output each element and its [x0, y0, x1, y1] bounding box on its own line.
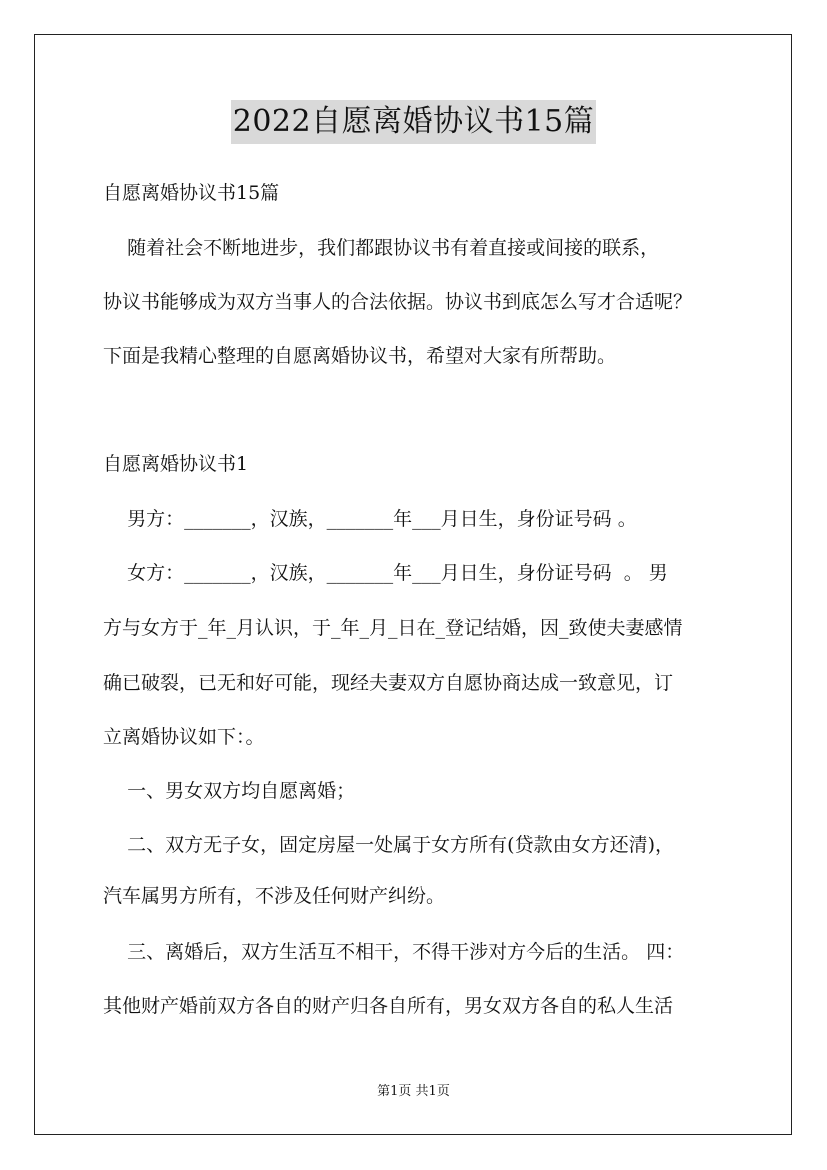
body-line: 随着社会不断地进步，我们都跟协议书有着直接或间接的联系，	[103, 237, 660, 259]
body-line: 男方：_______，汉族，_______年___月日生，身份证号码 。	[103, 508, 637, 530]
section-heading: 自愿离婚协议书1	[103, 453, 249, 475]
subtitle-line: 自愿离婚协议书15篇	[103, 182, 280, 204]
body-line: 立离婚协议如下：。	[103, 726, 265, 748]
page-footer: 第1页 共1页	[377, 1084, 450, 1099]
body-line: 协议书能够成为双方当事人的合法依据。协议书到底怎么写才合适呢？	[103, 291, 693, 313]
body-line: 下面是我精心整理的自愿离婚协议书，希望对大家有所帮助。	[103, 345, 617, 367]
body-line: 汽车属男方所有，不涉及任何财产纠纷。	[103, 885, 446, 907]
body-line: 女方：_______，汉族，_______年___月日生，身份证号码 。 男	[103, 562, 668, 584]
body-line: 三、离婚后，双方生活互不相干，不得干涉对方今后的生活。 四：	[103, 941, 685, 963]
body-line: 二、双方无子女，固定房屋一处属于女方所有(贷款由女方还清)，	[103, 834, 674, 856]
body-line: 一、男女双方均自愿离婚；	[103, 780, 356, 802]
body-line: 其他财产婚前双方各自的财产归各自所有，男女双方各自的私人生活	[103, 995, 674, 1017]
title-container	[0, 100, 827, 144]
document-title: 2022自愿离婚协议书15篇	[231, 100, 597, 144]
body-line: 确已破裂，已无和好可能，现经夫妻双方自愿协商达成一致意见，订	[103, 672, 674, 694]
body-line: 方与女方于_年_月认识，于_年_月_日在_登记结婚，因_致使夫妻感情	[103, 617, 683, 639]
